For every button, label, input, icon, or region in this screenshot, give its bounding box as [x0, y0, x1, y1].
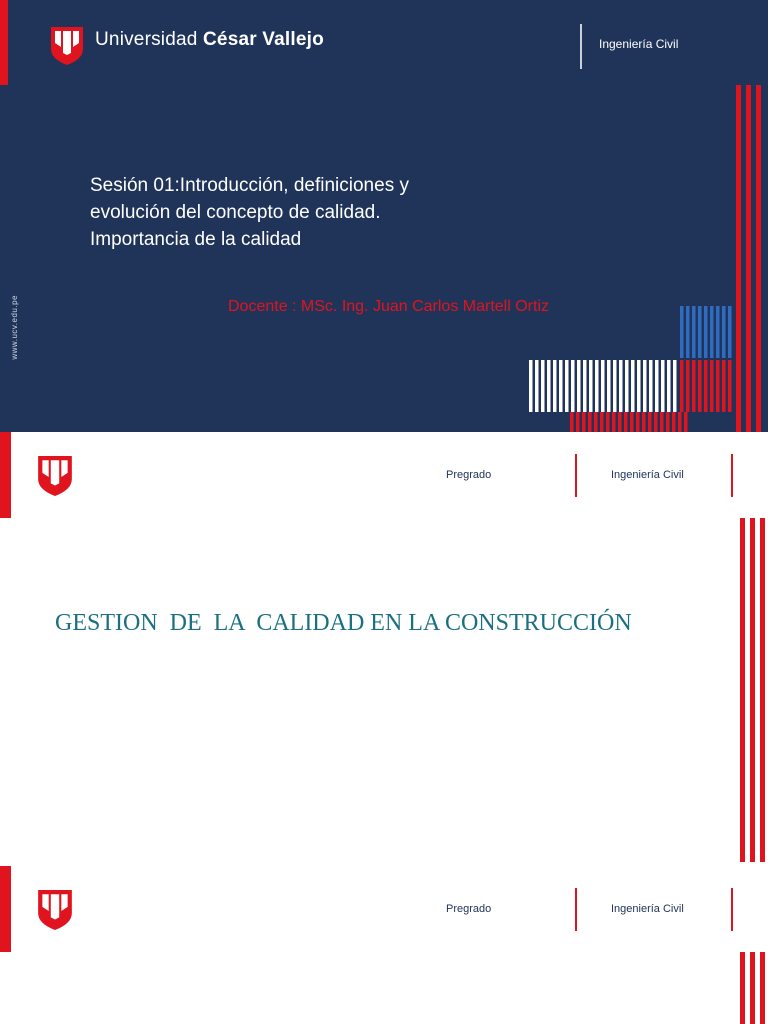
- title-line: Importancia de la calidad: [90, 229, 302, 250]
- pregrado-label: Pregrado: [446, 903, 492, 915]
- title-line: evolución del concepto de calidad.: [90, 202, 381, 223]
- faculty-label: Ingeniería Civil: [599, 37, 679, 51]
- header-divider: [731, 888, 733, 931]
- docente-label: Docente : MSc. Ing. Juan Carlos Martell Ortiz: [228, 298, 549, 315]
- red-stripes-decoration: [738, 952, 768, 1024]
- header-divider: [575, 454, 577, 497]
- faculty-label: Ingeniería Civil: [611, 469, 684, 481]
- website-label: www.ucv.edu.pe: [10, 295, 19, 360]
- slide-course-title: [0, 432, 768, 862]
- decorative-stripes: [0, 0, 768, 432]
- slide-next: [0, 866, 768, 1024]
- ucv-shield-icon: [38, 456, 72, 496]
- ucv-shield-icon: [38, 890, 72, 930]
- slide-cover: [0, 0, 768, 432]
- title-line: Sesión 01:Introducción, definiciones y: [90, 175, 409, 196]
- pregrado-label: Pregrado: [446, 469, 492, 481]
- university-name: Universidad César Vallejo: [95, 29, 324, 50]
- red-accent-bar: [0, 866, 11, 952]
- course-heading: GESTION DE LA CALIDAD EN LA CONSTRUCCIÓN: [55, 610, 632, 636]
- faculty-label: Ingeniería Civil: [611, 903, 684, 915]
- header-divider: [731, 454, 733, 497]
- header-divider: [575, 888, 577, 931]
- red-stripes-decoration: [738, 518, 768, 862]
- red-accent-bar: [0, 432, 11, 518]
